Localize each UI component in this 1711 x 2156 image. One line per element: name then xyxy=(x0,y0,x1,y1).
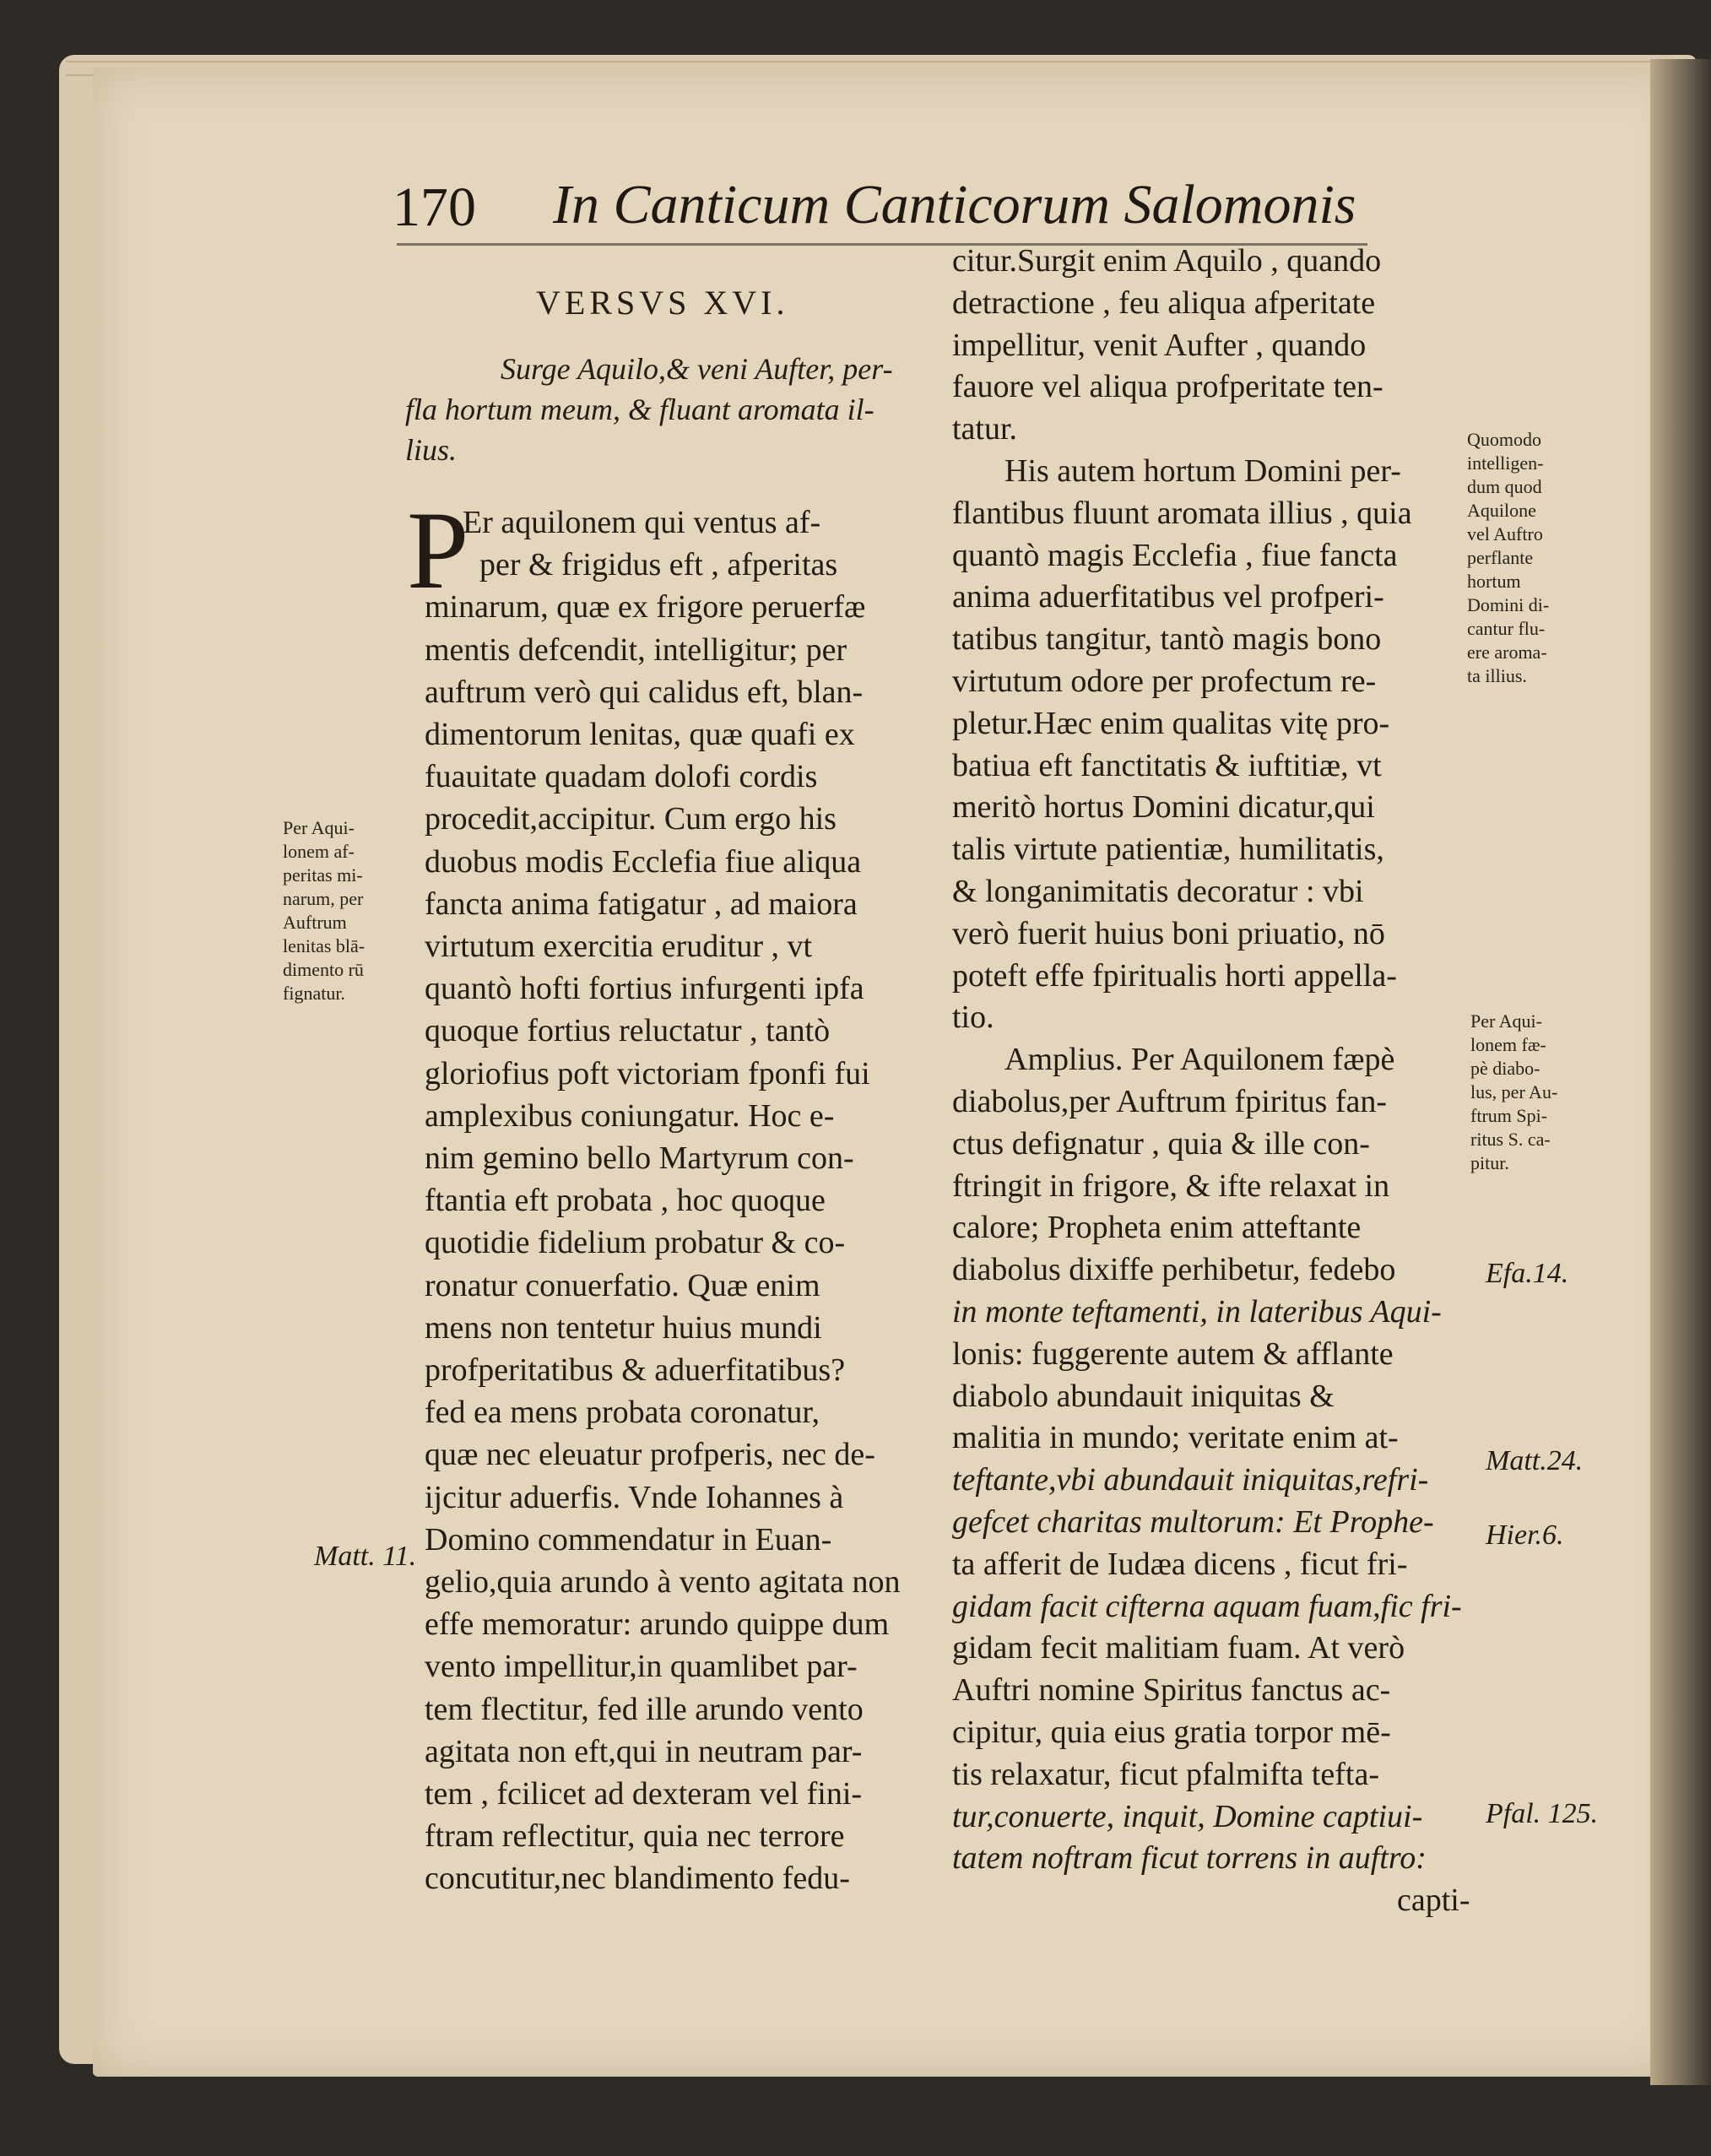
text-line: virtutum exercitia eruditur , vt xyxy=(425,929,813,964)
note-line: Aquilone xyxy=(1467,500,1536,521)
binding-gutter xyxy=(1650,59,1711,2085)
text-line: concutitur,nec blandimento fedu- xyxy=(425,1861,850,1897)
text-line: tatur. xyxy=(952,411,1018,447)
drop-cap: P xyxy=(407,488,469,612)
text-line: dimentorum lenitas, quæ quafi ex xyxy=(425,717,855,752)
text-line: teftante,vbi abundauit iniquitas,refri- xyxy=(952,1462,1429,1498)
note-line: fignatur. xyxy=(283,983,345,1004)
note-line: dum quod xyxy=(1467,476,1542,497)
text-line: mens non tentetur huius mundi xyxy=(425,1309,822,1346)
text-line: quoque fortius reluctatur , tantò xyxy=(425,1013,831,1049)
note-line: Quomodo xyxy=(1467,429,1541,450)
note-line: perflante xyxy=(1467,547,1534,568)
note-line: hortum xyxy=(1467,571,1521,592)
text-line: tur,conuerte, inquit, Domine captiui- xyxy=(952,1798,1423,1834)
reference-matt-11: Matt. 11. xyxy=(314,1541,417,1572)
text-line: fed ea mens probata coronatur, xyxy=(425,1395,820,1431)
reference-matt-24: Matt.24. xyxy=(1486,1445,1584,1476)
text-line: duobus modis Ecclefia fiue aliqua xyxy=(425,843,862,880)
text-line: diabolo abundauit iniquitas & xyxy=(952,1378,1335,1414)
text-line: verò fuerit huius boni priuatio, nō xyxy=(952,915,1385,951)
text-line: pletur.Hæc enim qualitas vitę pro- xyxy=(952,705,1390,741)
verse-line: Surge Aquilo,& veni Aufter, per- xyxy=(501,352,893,386)
text-line: flantibus fluunt aromata illius , quia xyxy=(952,495,1412,531)
note-line: Domini di- xyxy=(1467,594,1550,615)
note-line: cantur flu- xyxy=(1467,618,1546,639)
text-line: auftrum verò qui calidus eft, blan- xyxy=(425,674,864,710)
note-line: intelligen- xyxy=(1467,452,1544,474)
text-line: meritò hortus Domini dicatur,qui xyxy=(952,789,1375,826)
text-line: fauore vel aliqua profperitate ten- xyxy=(952,369,1383,405)
section-heading: VERSVS XVI. xyxy=(536,284,789,322)
text-line: nim gemino bello Martyrum con- xyxy=(425,1140,854,1176)
note-line: pitur. xyxy=(1470,1152,1509,1173)
reference-esa-14: Efa.14. xyxy=(1486,1258,1569,1289)
note-line: Per Aqui- xyxy=(283,817,355,838)
text-line: ftringit in frigore, & ifte relaxat in xyxy=(952,1167,1390,1204)
text-line: gloriofius poft victoriam fponfi fui xyxy=(425,1055,870,1092)
note-line: dimento rū xyxy=(283,959,364,980)
text-line: quantò hofti fortius infurgenti ipfa xyxy=(425,971,864,1007)
text-line: tatem noftram ficut torrens in auftro: xyxy=(952,1840,1427,1877)
note-line: Auftrum xyxy=(283,912,347,933)
reference-psal-125: Pfal. 125. xyxy=(1486,1798,1599,1829)
text-line: virtutum odore per profectum re- xyxy=(952,664,1377,699)
text-line: poteft effe fpiritualis horti appella- xyxy=(952,957,1397,994)
text-line: amplexibus coniungatur. Hoc e- xyxy=(425,1097,835,1134)
text-line: ta afferit de Iudæa dicens , ficut fri- xyxy=(952,1546,1408,1582)
text-line: tis relaxatur, ficut pfalmifta tefta- xyxy=(952,1756,1379,1792)
text-line: per & frigidus eft , afperitas xyxy=(479,547,838,583)
text-line: calore; Propheta enim atteftante xyxy=(952,1210,1362,1246)
text-line: ctus defignatur , quia & ille con- xyxy=(952,1125,1370,1162)
text-line: ftram reflectitur, quia nec terrore xyxy=(425,1818,845,1855)
text-line: fancta anima fatigatur , ad maiora xyxy=(425,886,858,922)
text-line: malitia in mundo; veritate enim at- xyxy=(952,1420,1399,1456)
text-line: ijcitur aduerfis. Vnde Iohannes à xyxy=(425,1479,844,1515)
text-line: gelio,quia arundo à vento agitata non xyxy=(425,1564,901,1600)
verse-line: fla hortum meum, & fluant aromata il- xyxy=(405,393,874,426)
text-line: quæ nec eleuatur profperis, nec de- xyxy=(425,1437,875,1473)
text-line: diabolus dixiffe perhibetur, fedebo xyxy=(952,1252,1396,1288)
note-line: lonem fæ- xyxy=(1470,1034,1546,1055)
note-line: vel Auftro xyxy=(1467,523,1543,544)
text-line: ronatur conuerfatio. Quæ enim xyxy=(425,1267,820,1303)
note-line: ritus S. ca- xyxy=(1470,1129,1551,1150)
note-line: lonem af- xyxy=(283,841,355,862)
text-line: ftantia eft probata , hoc quoque xyxy=(425,1183,826,1219)
note-line: lenitas blā- xyxy=(283,935,365,956)
note-line: ta illius. xyxy=(1467,665,1527,686)
text-line: tem , fcilicet ad dexteram vel fini- xyxy=(425,1776,863,1812)
text-line: tio. xyxy=(952,999,994,1036)
text-line: His autem hortum Domini per- xyxy=(1004,453,1401,489)
text-line: in monte teftamenti, in lateribus Aqui- xyxy=(952,1294,1442,1330)
note-line: pè diabo- xyxy=(1470,1058,1540,1079)
verse-line: lius. xyxy=(405,433,458,467)
text-line: effe memoratur: arundo quippe dum xyxy=(425,1606,890,1643)
text-line: minarum, quæ ex frigore peruerfæ xyxy=(425,589,866,626)
text-line: Amplius. Per Aquilonem fæpè xyxy=(1004,1042,1395,1078)
text-line: vento impellitur,in quamlibet par- xyxy=(425,1649,858,1685)
text-line: profperitatibus & aduerfitatibus? xyxy=(425,1352,846,1388)
page-number: 170 xyxy=(393,176,476,238)
text-line: fuauitate quadam dolofi cordis xyxy=(425,759,818,795)
note-line: narum, per xyxy=(283,888,364,909)
text-line: tem flectitur, fed ille arundo vento xyxy=(425,1691,864,1727)
text-line: capti- xyxy=(1397,1882,1470,1919)
text-line: Er aquilonem qui ventus af- xyxy=(463,505,821,540)
text-line: batiua eft fanctitatis & iuftitiæ, vt xyxy=(952,747,1382,783)
text-line: gefcet charitas multorum: Et Prophe- xyxy=(952,1504,1434,1540)
text-line: & longanimitatis decoratur : vbi xyxy=(952,874,1364,909)
note-line: ere aroma- xyxy=(1467,642,1547,663)
reference-hier-6: Hier.6. xyxy=(1486,1519,1564,1551)
text-line: quotidie fidelium probatur & co- xyxy=(425,1225,846,1261)
text-line: agitata non eft,qui in neutram par- xyxy=(425,1733,863,1769)
note-line: Per Aqui- xyxy=(1470,1010,1542,1032)
text-line: diabolus,per Auftrum fpiritus fan- xyxy=(952,1084,1388,1119)
text-line: procedit,accipitur. Cum ergo his xyxy=(425,801,837,837)
note-line: lus, per Au- xyxy=(1470,1081,1558,1102)
text-line: tatibus tangitur, tantò magis bono xyxy=(952,621,1382,658)
text-line: cipitur, quia eius gratia torpor mē- xyxy=(952,1715,1391,1750)
text-line: talis virtute patientiæ, humilitatis, xyxy=(952,832,1384,868)
text-line: detractione , feu aliqua afperitate xyxy=(952,284,1376,321)
text-line: mentis defcendit, intelligitur; per xyxy=(425,631,847,668)
text-line: gidam facit cifterna aquam fuam,fic fri- xyxy=(952,1588,1462,1624)
note-line: peritas mi- xyxy=(283,864,363,886)
text-line: citur.Surgit enim Aquilo , quando xyxy=(952,243,1382,279)
note-line: ftrum Spi- xyxy=(1470,1105,1548,1126)
text-line: Auftri nomine Spiritus fanctus ac- xyxy=(952,1672,1391,1709)
text-line: Domino commendatur in Euan- xyxy=(425,1521,832,1557)
text-line: lonis: fuggerente autem & afflante xyxy=(952,1335,1394,1372)
text-line: quantò magis Ecclefia , fiue fancta xyxy=(952,537,1398,573)
running-head: In Canticum Canticorum Salomonis xyxy=(553,174,1356,236)
text-line: anima aduerfitatibus vel profperi- xyxy=(952,579,1384,615)
text-line: impellitur, venit Aufter , quando xyxy=(952,327,1367,363)
text-line: gidam fecit malitiam fuam. At verò xyxy=(952,1630,1405,1666)
